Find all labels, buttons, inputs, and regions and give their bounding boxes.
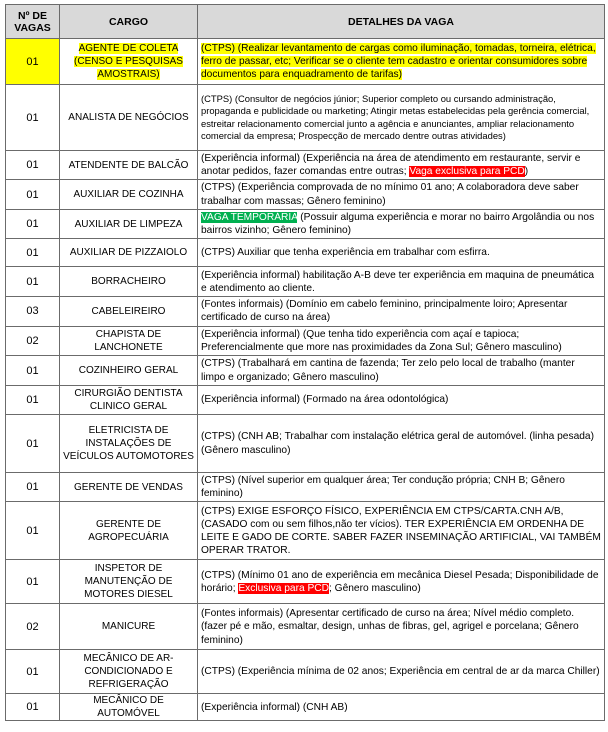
table-row: [6, 267, 605, 297]
row-detalhes: (Experiência informal) (Formado na área odontológica): [198, 386, 605, 415]
row-cargo: GERENTE DE AGROPECUÁRIA: [60, 502, 198, 560]
row-detalhes: (Experiência informal) (Que tenha tido experiência com açaí e tapioca; Preferencialmente que more nas proximidades da Zona Sul; Gênero masculino): [198, 326, 605, 355]
table-row: [6, 151, 605, 180]
row-cargo: CABELEIREIRO: [60, 297, 198, 326]
row-cargo: ANALISTA DE NEGÓCIOS: [60, 85, 198, 151]
row-detalhes: (Experiência informal) (CNH AB): [198, 694, 605, 721]
row-detalhes: (Fontes informais) (Domínio em cabelo feminino, principalmente loiro; Apresentar certificado de curso na área): [198, 297, 605, 326]
row-qty: 01: [6, 267, 60, 297]
row-qty: 01: [6, 473, 60, 502]
table-row: [6, 650, 605, 694]
table-row: [6, 502, 605, 560]
table-row: [6, 297, 605, 326]
vagas-table: [5, 4, 605, 721]
row-cargo: CIRURGIÃO DENTISTA CLINICO GERAL: [60, 386, 198, 415]
row-cargo: ATENDENTE DE BALCÃO: [60, 151, 198, 180]
row-cargo: INSPETOR DE MANUTENÇÃO DE MOTORES DIESEL: [60, 560, 198, 604]
row-detalhes: VAGA TEMPORÁRIA (Possuir alguma experiência e morar no bairro Argolândia ou nos bairros vizinho; Gênero feminino): [198, 209, 605, 238]
row-detalhes: [198, 39, 605, 85]
table-row: [6, 694, 605, 721]
row-qty: 02: [6, 604, 60, 650]
temporaria-badge: VAGA TEMPORÁRIA: [201, 211, 298, 223]
row-cargo: AUXILIAR DE LIMPEZA: [60, 209, 198, 238]
row-cargo: MECÂNICO DE AR-CONDICIONADO E REFRIGERAÇÃO: [60, 650, 198, 694]
row-qty: 01: [6, 650, 60, 694]
row-detalhes: (CTPS) (CNH AB; Trabalhar com instalação elétrica geral de automóvel. (linha pesada) (Gênero masculino): [198, 415, 605, 473]
row-qty: 01: [6, 239, 60, 267]
row-cargo: GERENTE DE VENDAS: [60, 473, 198, 502]
table-header: [6, 5, 605, 39]
table-row: [6, 180, 605, 209]
row-cargo: ELETRICISTA DE INSTALAÇÕES DE VEÍCULOS AUTOMOTORES: [60, 415, 198, 473]
table-row: [6, 239, 605, 267]
row-cargo: MANICURE: [60, 604, 198, 650]
header-detalhes: DETALHES DA VAGA: [198, 5, 605, 39]
row-cargo: MECÂNICO DE AUTOMÓVEL: [60, 694, 198, 721]
pcd-badge: Vaga exclusiva para PCD: [409, 166, 525, 178]
row-qty: 01: [6, 180, 60, 209]
row-cargo: CHAPISTA DE LANCHONETE: [60, 326, 198, 355]
row-qty: 02: [6, 326, 60, 355]
row-qty: 01: [6, 39, 60, 85]
row-detalhes: (Fontes informais) (Apresentar certificado de curso na área; Nível médio completo. (fazer pé e mão, esmaltar, design, unhas de fibras, gel, agrigel e porcelana; Gênero feminino): [198, 604, 605, 650]
row-cargo-text: AGENTE DE COLETA (CENSO E PESQUISAS AMOSTRAIS): [74, 43, 183, 80]
table-row: [6, 356, 605, 386]
table-row: [6, 39, 605, 85]
row-cargo: COZINHEIRO GERAL: [60, 356, 198, 386]
table-row: [6, 560, 605, 604]
row-detalhes: (CTPS) (Trabalhará em cantina de fazenda; Ter zelo pelo local de trabalho (manter limpo e organizado; Gênero masculino): [198, 356, 605, 386]
row-detalhes: (CTPS) (Experiência mínima de 02 anos; Experiência em central de ar da marca Chiller): [198, 650, 605, 694]
table-row: [6, 326, 605, 355]
row-cargo: AUXILIAR DE COZINHA: [60, 180, 198, 209]
row-qty: 01: [6, 209, 60, 238]
row-detalhes: (Experiência informal) (Experiência na área de atendimento em restaurante, servir e anotar pedidos, fazer comandas entre outras; Vaga exclusiva para PCD): [198, 151, 605, 180]
table-row: [6, 386, 605, 415]
row-cargo: AUXILIAR DE PIZZAIOLO: [60, 239, 198, 267]
row-detalhes: (CTPS) (Nível superior em qualquer área; Ter condução própria; CNH B; Gênero feminino): [198, 473, 605, 502]
row-qty: 01: [6, 151, 60, 180]
row-detalhes: (CTPS) (Experiência comprovada de no mínimo 01 ano; A colaboradora deve saber trabalhar com massas; Gênero feminino): [198, 180, 605, 209]
row-cargo: [60, 39, 198, 85]
row-qty: 01: [6, 502, 60, 560]
row-qty: 01: [6, 85, 60, 151]
row-cargo: BORRACHEIRO: [60, 267, 198, 297]
pcd-badge: Exclusiva para PCD: [238, 582, 329, 594]
header-cargo: CARGO: [60, 5, 198, 39]
row-qty: 01: [6, 560, 60, 604]
row-qty: 01: [6, 356, 60, 386]
table-row: [6, 209, 605, 238]
row-detalhes: (CTPS) EXIGE ESFORÇO FÍSICO, EXPERIÊNCIA EM CTPS/CARTA.CNH A/B,(CASADO com ou sem filhos,não ter vícios). TER EXPERIÊNCIA EM ORDENHA DE LEITE E GADO DE CORTE. SABER FAZER INSEMINAÇÃO ARTIFICIAL, VAI TAMBÉM OPERAR TRATOR.: [198, 502, 605, 560]
row-detalhes-text: (CTPS) (Realizar levantamento de cargas como iluminação, tomadas, torneira, elétrica, ferro de passar, etc; Verificar se o cliente tem cadastro e orientar consumidores sobre documentos para enquadramento de tarifas): [201, 42, 596, 81]
table-row: [6, 604, 605, 650]
table-row: [6, 85, 605, 151]
row-qty: 01: [6, 415, 60, 473]
row-qty: 01: [6, 386, 60, 415]
row-qty: 01: [6, 694, 60, 721]
row-detalhes: (CTPS) (Mínimo 01 ano de experiência em mecânica Diesel Pesada; Disponibilidade de horário; Exclusiva para PCD; Gênero masculino): [198, 560, 605, 604]
table-row: [6, 473, 605, 502]
header-qty: Nº DE VAGAS: [6, 5, 60, 39]
row-detalhes: (CTPS) Auxiliar que tenha experiência em trabalhar com esfirra.: [198, 239, 605, 267]
table-row: [6, 415, 605, 473]
row-detalhes: (CTPS) (Consultor de negócios júnior; Superior completo ou cursando administração, propaganda e publicidade ou marketing; Atingir metas estabelecidas pela gerência comercial, estreitar relacionamento comercial junto a agência e anunciantes, ampliar relacionamento comercial da empresa; Prospecção de mercado dentre outras atividades): [198, 85, 605, 151]
row-detalhes: (Experiência informal) habilitação A-B deve ter experiência em maquina de pneumática e atendimento ao cliente.: [198, 267, 605, 297]
row-qty: 03: [6, 297, 60, 326]
